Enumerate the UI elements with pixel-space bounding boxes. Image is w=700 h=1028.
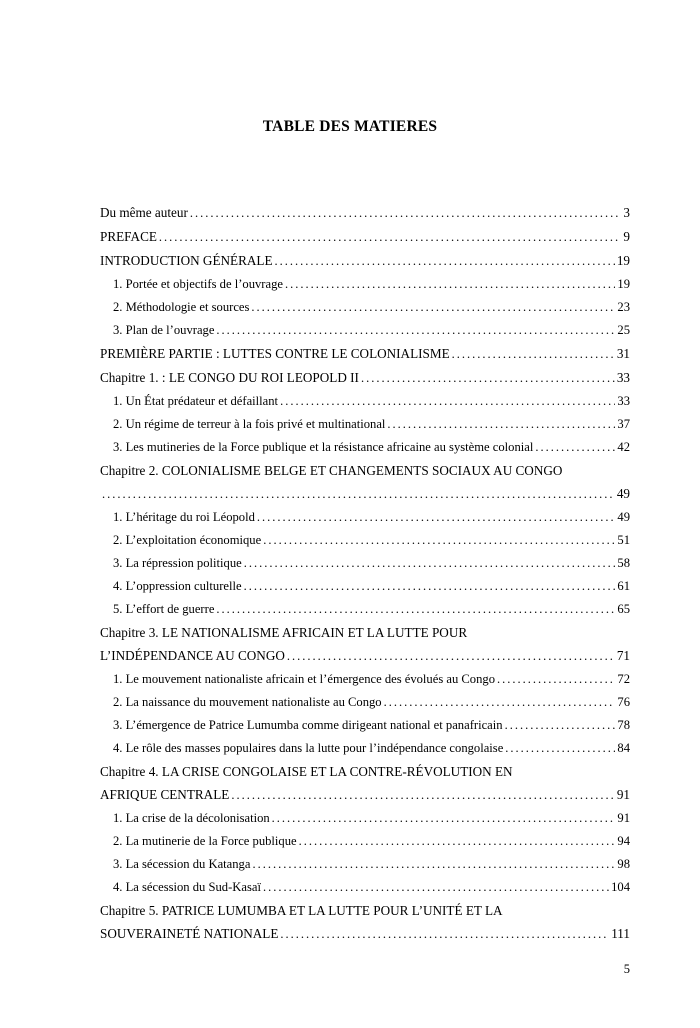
toc-entry-line: [100, 922, 630, 946]
toc-entry-line: [100, 899, 630, 922]
dot-leader: [535, 436, 615, 459]
toc-entry: [100, 366, 630, 390]
toc-entry-page: 9: [623, 229, 630, 244]
toc-entry-page: 84: [617, 741, 630, 755]
dot-leader: [505, 714, 616, 737]
toc-entry-line: [100, 830, 630, 853]
toc-entry: [100, 459, 630, 506]
toc-entry-page: 111: [611, 926, 630, 941]
toc-entry-line: [100, 436, 630, 459]
toc-entry-line: [100, 853, 630, 876]
toc-entry: [100, 390, 630, 413]
toc-entry-line: [100, 598, 630, 621]
toc-entry-line: [100, 390, 630, 413]
dot-leader: [159, 225, 621, 249]
toc-entry-page: 72: [617, 672, 630, 686]
dot-leader: [251, 296, 615, 319]
toc-entry-line: [100, 644, 630, 668]
toc-entry: [100, 552, 630, 575]
toc-entry-text: 1. La crise de la décolonisation: [113, 811, 270, 825]
toc-entry-line: [100, 691, 630, 714]
dot-leader: [272, 807, 616, 830]
toc-entry-line: [100, 506, 630, 529]
dot-leader: [263, 876, 609, 899]
dot-leader: [102, 482, 615, 506]
toc-entry-text: 2. La naissance du mouvement nationaliste au Congo: [113, 695, 382, 709]
toc-entry: [100, 760, 630, 807]
toc-entry: [100, 249, 630, 273]
dot-leader: [252, 853, 615, 876]
toc-entry: [100, 621, 630, 668]
toc-entry-text: 1. L’héritage du roi Léopold: [113, 510, 255, 524]
toc-entry-page: 71: [616, 648, 630, 663]
toc-entry: [100, 714, 630, 737]
toc-entry-page: 33: [616, 370, 630, 385]
toc-entry-line: [100, 225, 630, 249]
toc-entry-page: 3: [623, 205, 630, 220]
dot-leader: [231, 783, 615, 807]
toc-entry: [100, 830, 630, 853]
dot-leader: [257, 506, 616, 529]
toc-entry-page: 104: [611, 880, 630, 894]
toc-entry-line: [100, 760, 630, 783]
toc-entry-line: [100, 621, 630, 644]
toc-entry: [100, 273, 630, 296]
dot-leader: [384, 691, 616, 714]
toc-entry: [100, 807, 630, 830]
dot-leader: [190, 201, 622, 225]
toc-entry-line: [100, 529, 630, 552]
toc-entry-page: 98: [617, 857, 630, 871]
toc-entry-text: Chapitre 5. PATRICE LUMUMBA ET LA LUTTE POUR L’UNITÉ ET LA: [100, 903, 503, 918]
toc-entry-line: [100, 273, 630, 296]
toc-entry: [100, 876, 630, 899]
dot-leader: [387, 413, 615, 436]
toc-entry-page: 61: [617, 579, 630, 593]
toc-entry-text: 1. Le mouvement nationaliste africain et l’émergence des évolués au Congo: [113, 672, 495, 686]
toc-entry-page: 49: [617, 510, 630, 524]
toc-entry-line: [100, 413, 630, 436]
toc-entry-page: 49: [616, 486, 630, 501]
dot-leader: [287, 644, 615, 668]
toc-entry-line: [100, 552, 630, 575]
toc-entry-text: 1. Portée et objectifs de l’ouvrage: [113, 277, 283, 291]
toc-entry: [100, 319, 630, 342]
toc-entry-line: [100, 342, 630, 366]
toc-entry: [100, 506, 630, 529]
toc-entry-page: 76: [617, 695, 630, 709]
toc-entry-text: 4. La sécession du Sud-Kasaï: [113, 880, 261, 894]
toc-entry-line: [100, 482, 630, 506]
toc-entry-line: [100, 783, 630, 807]
toc-entry-text: 5. L’effort de guerre: [113, 602, 215, 616]
toc-entry: [100, 598, 630, 621]
dot-leader: [275, 249, 615, 273]
toc-entry-text: 3. La répression politique: [113, 556, 242, 570]
toc-entry: [100, 899, 630, 946]
toc-entry-page: 23: [617, 300, 630, 314]
toc-entry: [100, 225, 630, 249]
toc-entry: [100, 342, 630, 366]
dot-leader: [263, 529, 615, 552]
toc-entry-line: [100, 459, 630, 482]
toc-entry-text: 1. Un État prédateur et défaillant: [113, 394, 279, 408]
toc-entry-text: Chapitre 2. COLONIALISME BELGE ET CHANGEMENTS SOCIAUX AU CONGO: [100, 463, 563, 478]
toc-entry-page: 25: [617, 323, 630, 337]
toc-entry-line: [100, 737, 630, 760]
toc-entry-text: 2. Méthodologie et sources: [113, 300, 250, 314]
toc-entry-text: 3. Plan de l’ouvrage: [113, 323, 215, 337]
toc-entry-line: [100, 296, 630, 319]
page-number: 5: [623, 962, 630, 976]
toc-entry-text: Chapitre 4. LA CRISE CONGOLAISE ET LA CONTRE-RÉVOLUTION EN: [100, 764, 513, 779]
toc-entry: [100, 436, 630, 459]
toc-entry-text: 3. La sécession du Katanga: [113, 857, 251, 871]
dot-leader: [505, 737, 615, 760]
toc-entry: [100, 529, 630, 552]
toc-entry-text: INTRODUCTION GÉNÉRALE: [100, 253, 273, 268]
toc-entry-text: 4. Le rôle des masses populaires dans la lutte pour l’indépendance congolaise: [113, 741, 504, 755]
toc-entry-page: 78: [617, 718, 630, 732]
toc-entry: [100, 413, 630, 436]
toc-entry-page: 31: [616, 346, 630, 361]
toc-entry-text: 3. Les mutineries de la Force publique et la résistance africaine au système colonial: [113, 440, 534, 454]
toc-entry-text: 3. L’émergence de Patrice Lumumba comme dirigeant national et panafricain: [113, 718, 503, 732]
toc-entry-page: 91: [617, 811, 630, 825]
toc-entry-page: 37: [617, 417, 630, 431]
toc-entry-text: PREMIÈRE PARTIE : LUTTES CONTRE LE COLONIALISME: [100, 346, 450, 361]
toc-entry-page: 19: [616, 253, 630, 268]
toc-entry-line: [100, 668, 630, 691]
toc-entry-line: [100, 249, 630, 273]
table-of-contents: [100, 201, 630, 946]
toc-entry-line: [100, 366, 630, 390]
dot-leader: [244, 575, 616, 598]
dot-leader: [280, 922, 609, 946]
toc-entry: [100, 691, 630, 714]
toc-entry-text: Chapitre 3. LE NATIONALISME AFRICAIN ET LA LUTTE POUR: [100, 625, 468, 640]
toc-entry-page: 51: [617, 533, 630, 547]
toc-entry: [100, 668, 630, 691]
toc-entry-page: 33: [617, 394, 630, 408]
toc-entry-text: AFRIQUE CENTRALE: [100, 787, 230, 802]
dot-leader: [280, 390, 615, 413]
toc-entry-text: Chapitre 1. : LE CONGO DU ROI LEOPOLD II: [100, 370, 359, 385]
toc-entry-text: 4. L’oppression culturelle: [113, 579, 242, 593]
toc-entry-line: [100, 575, 630, 598]
toc-entry-line: [100, 807, 630, 830]
toc-entry-text: 2. L’exploitation économique: [113, 533, 262, 547]
toc-entry-page: 19: [617, 277, 630, 291]
toc-entry-text: 2. La mutinerie de la Force publique: [113, 834, 297, 848]
toc-entry-text: SOUVERAINETÉ NATIONALE: [100, 926, 279, 941]
toc-entry-page: 94: [617, 834, 630, 848]
toc-entry-text: PREFACE: [100, 229, 157, 244]
dot-leader: [361, 366, 615, 390]
page-title: TABLE DES MATIERES: [262, 118, 438, 135]
toc-entry-text: 2. Un régime de terreur à la fois privé et multinational: [113, 417, 386, 431]
toc-entry: [100, 201, 630, 225]
dot-leader: [285, 273, 615, 296]
toc-entry-line: [100, 876, 630, 899]
toc-entry: [100, 296, 630, 319]
toc-entry-line: [100, 714, 630, 737]
toc-entry-page: 58: [617, 556, 630, 570]
dot-leader: [497, 668, 615, 691]
toc-entry-page: 65: [617, 602, 630, 616]
toc-entry: [100, 575, 630, 598]
toc-entry-page: 42: [617, 440, 630, 454]
toc-entry-text: L’INDÉPENDANCE AU CONGO: [100, 648, 285, 663]
toc-entry-page: 91: [616, 787, 630, 802]
toc-entry: [100, 737, 630, 760]
toc-entry-line: [100, 201, 630, 225]
dot-leader: [299, 830, 616, 853]
toc-entry-line: [100, 319, 630, 342]
toc-entry: [100, 853, 630, 876]
dot-leader: [216, 319, 615, 342]
dot-leader: [452, 342, 615, 366]
dot-leader: [216, 598, 615, 621]
toc-entry-text: Du même auteur: [100, 205, 188, 220]
dot-leader: [244, 552, 616, 575]
